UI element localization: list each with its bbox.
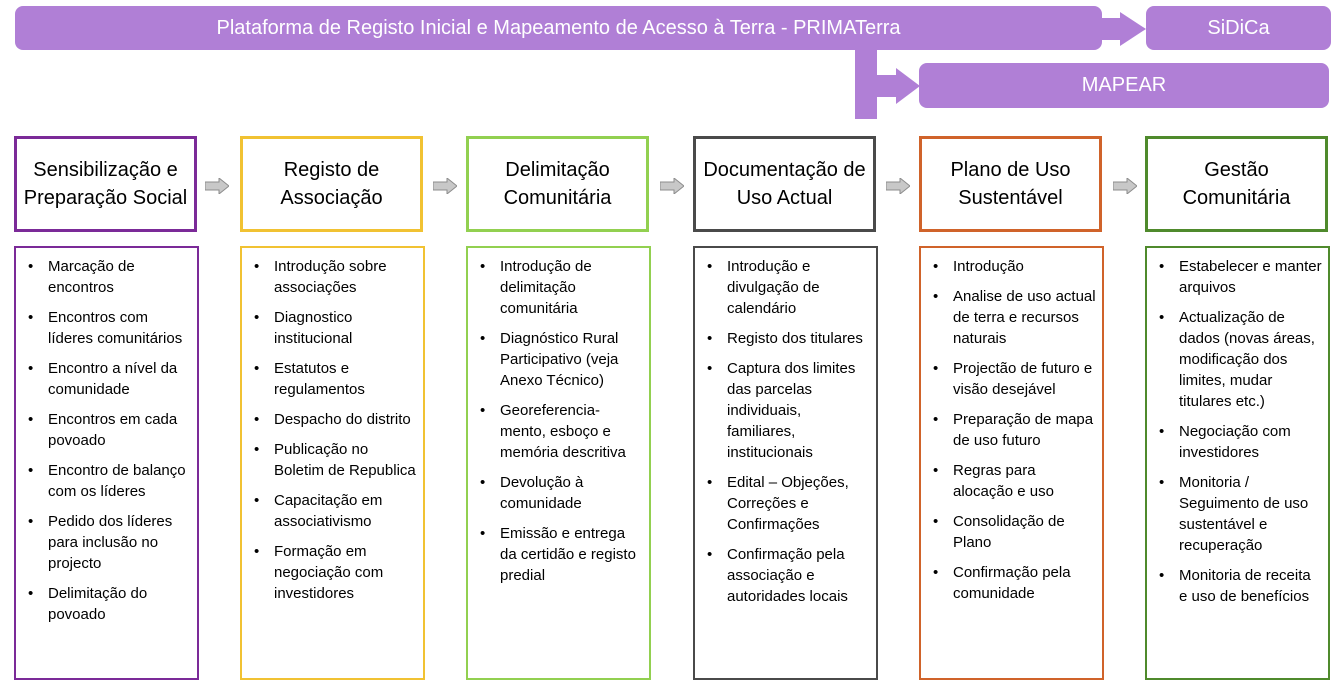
list-item: • Publicação no Boletim de Republica bbox=[274, 439, 417, 481]
stage-title: Sensibilização e Preparação Social bbox=[23, 159, 188, 209]
stage-list-registo-associacao bbox=[240, 246, 425, 680]
sidica-label: SiDiCa bbox=[1207, 16, 1270, 39]
list-item: • Introdução e divulgação de calendário bbox=[727, 256, 870, 319]
list-item: • Captura dos limites das parcelas individuais, familiares, institucionais bbox=[727, 358, 870, 463]
list-item: • Diagnostico institucional bbox=[274, 307, 417, 349]
list-item: • Diagnóstico Rural Participativo (veja Anexo Técnico) bbox=[500, 328, 643, 391]
stage-header-documentacao bbox=[693, 136, 876, 232]
list-item: • Capacitação em associativismo bbox=[274, 490, 417, 532]
list-item: • Pedido dos líderes para inclusão no projecto bbox=[48, 511, 191, 574]
list-item: • Preparação de mapa de uso futuro bbox=[953, 409, 1096, 451]
flow-arrow-icon bbox=[886, 178, 910, 194]
list-item: • Marcação de encontros bbox=[48, 256, 191, 298]
stage-header-registo-associacao bbox=[240, 136, 423, 232]
flow-arrow-icon bbox=[205, 178, 229, 194]
list-item: • Encontros com líderes comunitários bbox=[48, 307, 191, 349]
stage-list-gestao bbox=[1145, 246, 1330, 680]
list-item: • Confirmação pela comunidade bbox=[953, 562, 1096, 604]
flow-arrow-icon bbox=[433, 178, 457, 194]
stage-title: Registo de Associação bbox=[280, 159, 383, 209]
list-item: • Devolução à comunidade bbox=[500, 472, 643, 514]
stage-list-plano-uso bbox=[919, 246, 1104, 680]
list-item: • Encontros em cada povoado bbox=[48, 409, 191, 451]
list-item: • Projectão de futuro e visão desejável bbox=[953, 358, 1096, 400]
list-item: • Delimitação do povoado bbox=[48, 583, 191, 625]
mapear-label: MAPEAR bbox=[1081, 74, 1167, 96]
list-item: • Introdução de delimitação comunitária bbox=[500, 256, 643, 319]
list-item: • Emissão e entrega da certidão e registo predial bbox=[500, 523, 643, 586]
flow-arrow-icon bbox=[1113, 178, 1137, 194]
stage-list-documentacao bbox=[693, 246, 878, 680]
list-item: • Registo dos titulares bbox=[727, 328, 870, 349]
platform-title: Plataforma de Registo Inicial e Mapeamento de Acesso à Terra - PRIMATerra bbox=[216, 16, 901, 39]
list-item: • Encontro de balanço com os líderes bbox=[48, 460, 191, 502]
stage-title: Plano de Uso Sustentável bbox=[950, 159, 1071, 209]
stage-list-sensibilizacao bbox=[14, 246, 199, 680]
stage-title: Delimitação Comunitária bbox=[503, 159, 612, 209]
list-item: • Negociação com investidores bbox=[1179, 421, 1322, 463]
list-item: • Despacho do distrito bbox=[274, 409, 417, 430]
list-item: • Encontro a nível da comunidade bbox=[48, 358, 191, 400]
stage-header-plano-uso bbox=[919, 136, 1102, 232]
list-item: • Georeferencia-mento, esboço e memória descritiva bbox=[500, 400, 643, 463]
arrow-to-mapear-icon bbox=[896, 68, 920, 104]
mapear-banner bbox=[919, 63, 1329, 108]
connector-to-sidica bbox=[1100, 18, 1122, 40]
list-item: • Consolidação de Plano bbox=[953, 511, 1096, 553]
list-item: • Formação em negociação com investidores bbox=[274, 541, 417, 604]
list-item: • Edital – Objeções, Correções e Confirmações bbox=[727, 472, 870, 535]
list-item: • Monitoria / Seguimento de uso sustentável e recuperação bbox=[1179, 472, 1322, 556]
list-item: • Monitoria de receita e uso de benefícios bbox=[1179, 565, 1322, 607]
stage-header-gestao bbox=[1145, 136, 1328, 232]
stage-header-sensibilizacao bbox=[14, 136, 197, 232]
list-item: • Introdução bbox=[953, 256, 1096, 277]
list-item: • Analise de uso actual de terra e recursos naturais bbox=[953, 286, 1096, 349]
list-item: • Estabelecer e manter arquivos bbox=[1179, 256, 1322, 298]
stage-header-delimitacao bbox=[466, 136, 649, 232]
list-item: • Actualização de dados (novas áreas, modificação dos limites, mudar titulares etc.) bbox=[1179, 307, 1322, 412]
stage-title: Documentação de Uso Actual bbox=[703, 159, 866, 209]
flow-arrow-icon bbox=[660, 178, 684, 194]
connector-vertical bbox=[855, 48, 877, 119]
arrow-to-sidica-icon bbox=[1120, 12, 1146, 46]
list-item: • Confirmação pela associação e autoridades locais bbox=[727, 544, 870, 607]
platform-banner bbox=[15, 6, 1102, 50]
stage-list-delimitacao bbox=[466, 246, 651, 680]
connector-to-mapear bbox=[876, 75, 898, 97]
stage-title: Gestão Comunitária bbox=[1182, 159, 1291, 209]
sidica-banner bbox=[1146, 6, 1331, 50]
list-item: • Introdução sobre associações bbox=[274, 256, 417, 298]
list-item: • Estatutos e regulamentos bbox=[274, 358, 417, 400]
list-item: • Regras para alocação e uso bbox=[953, 460, 1096, 502]
